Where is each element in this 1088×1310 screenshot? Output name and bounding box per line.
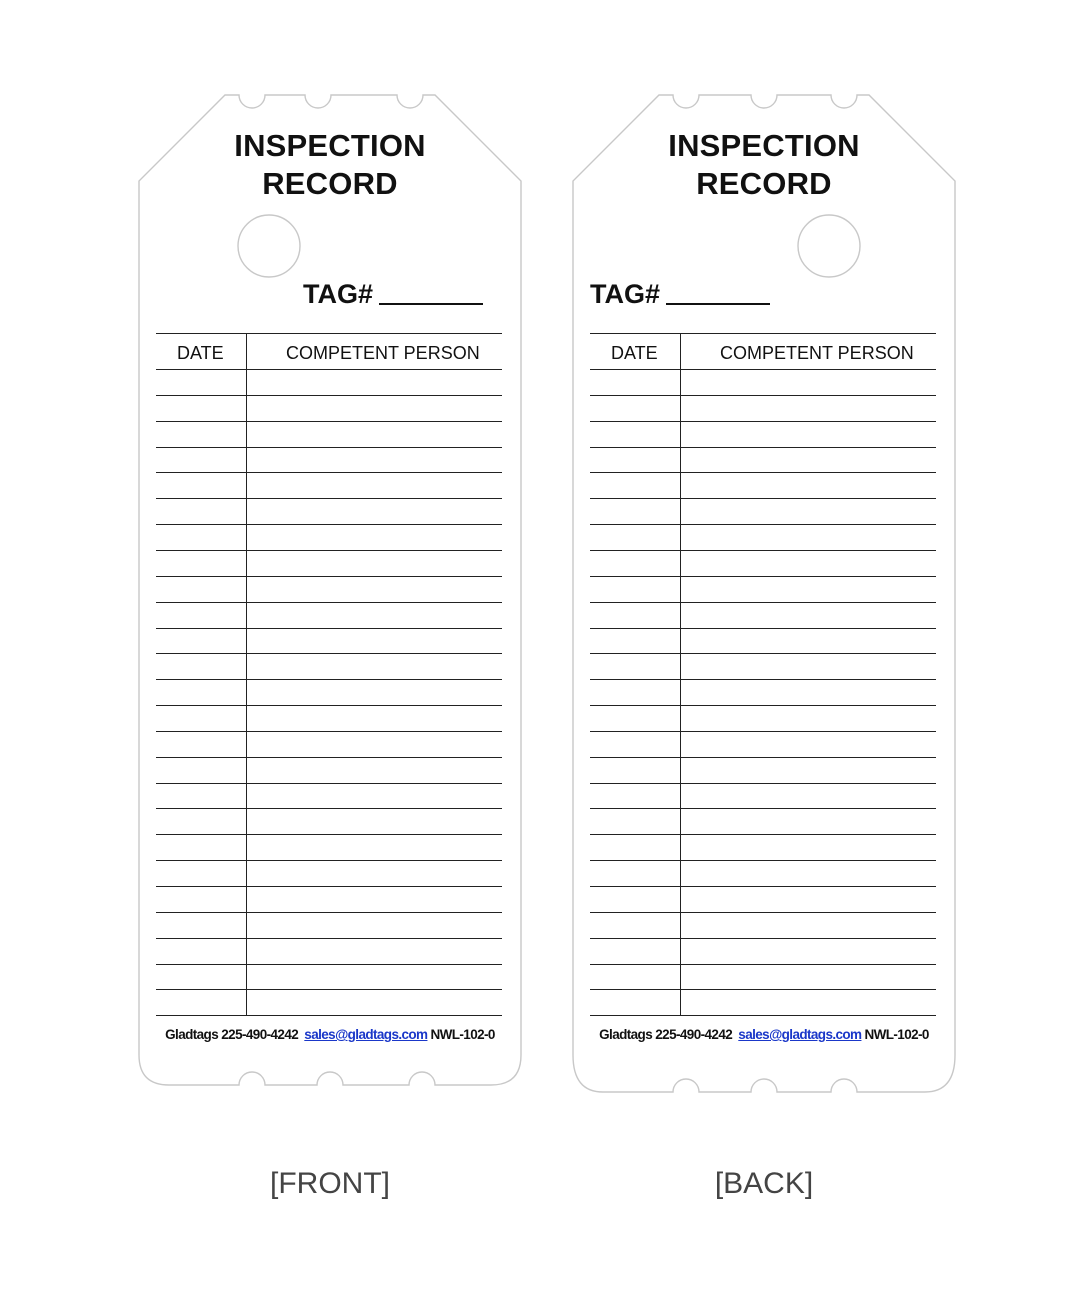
row-rule bbox=[590, 472, 936, 473]
row-rule bbox=[156, 447, 502, 448]
record-grid bbox=[590, 333, 936, 1017]
column-header-date: DATE bbox=[611, 343, 658, 363]
title-line-1: INSPECTION bbox=[668, 128, 860, 163]
row-rule bbox=[156, 1015, 502, 1016]
row-rule bbox=[156, 602, 502, 603]
title-line-1: INSPECTION bbox=[234, 128, 426, 163]
hang-hole bbox=[238, 215, 300, 277]
tag-number-label: TAG# bbox=[303, 279, 374, 309]
row-rule bbox=[590, 886, 936, 887]
column-divider bbox=[246, 333, 247, 1015]
row-rule bbox=[156, 783, 502, 784]
footer-code: NWL-102-0 bbox=[430, 1027, 495, 1042]
row-rule bbox=[590, 964, 936, 965]
footer-email-link[interactable]: sales@gladtags.com bbox=[738, 1027, 862, 1042]
row-rule bbox=[156, 964, 502, 965]
tag-number-blank bbox=[666, 283, 770, 305]
row-rule bbox=[156, 989, 502, 990]
row-rule bbox=[156, 550, 502, 551]
footer-code: NWL-102-0 bbox=[864, 1027, 929, 1042]
footer-company: Gladtags bbox=[599, 1027, 653, 1042]
tag-title bbox=[619, 127, 909, 203]
row-rule bbox=[590, 912, 936, 913]
row-rule bbox=[156, 524, 502, 525]
row-rule bbox=[590, 808, 936, 809]
row-rule bbox=[156, 808, 502, 809]
row-rule bbox=[590, 447, 936, 448]
row-rule bbox=[590, 653, 936, 654]
record-grid bbox=[156, 333, 502, 1017]
row-rule bbox=[590, 938, 936, 939]
row-rule bbox=[590, 498, 936, 499]
row-rule bbox=[156, 679, 502, 680]
row-rule bbox=[156, 395, 502, 396]
row-rule bbox=[590, 860, 936, 861]
tag-number-field bbox=[590, 279, 770, 310]
column-divider bbox=[680, 333, 681, 1015]
tag-number-label: TAG# bbox=[590, 279, 661, 309]
row-rule bbox=[156, 576, 502, 577]
column-header-date: DATE bbox=[177, 343, 224, 363]
row-rule bbox=[590, 421, 936, 422]
column-header-competent-person: COMPETENT PERSON bbox=[720, 343, 914, 363]
row-rule bbox=[156, 912, 502, 913]
header-rule bbox=[590, 369, 936, 370]
footer-email-link[interactable]: sales@gladtags.com bbox=[304, 1027, 428, 1042]
tag-number-blank bbox=[379, 283, 483, 305]
hang-hole bbox=[798, 215, 860, 277]
title-line-2: RECORD bbox=[262, 166, 398, 201]
row-rule bbox=[156, 705, 502, 706]
row-rule bbox=[156, 421, 502, 422]
row-rule bbox=[590, 602, 936, 603]
row-rule bbox=[156, 628, 502, 629]
column-header-competent-person: COMPETENT PERSON bbox=[286, 343, 480, 363]
tag-back bbox=[571, 95, 957, 1092]
tag-footer bbox=[571, 1027, 957, 1042]
footer-phone: 225-490-4242 bbox=[655, 1027, 733, 1042]
row-rule bbox=[156, 860, 502, 861]
tag-title bbox=[185, 127, 475, 203]
front-caption: [FRONT] bbox=[270, 1167, 390, 1200]
tag-number-field bbox=[303, 279, 483, 310]
tag-front bbox=[137, 95, 523, 1092]
row-rule bbox=[590, 524, 936, 525]
row-rule bbox=[156, 472, 502, 473]
row-rule bbox=[590, 731, 936, 732]
row-rule bbox=[156, 938, 502, 939]
row-rule bbox=[156, 834, 502, 835]
row-rule bbox=[156, 498, 502, 499]
row-rule bbox=[590, 989, 936, 990]
row-rule bbox=[590, 705, 936, 706]
footer-company: Gladtags bbox=[165, 1027, 219, 1042]
row-rule bbox=[590, 757, 936, 758]
row-rule bbox=[156, 886, 502, 887]
footer-phone: 225-490-4242 bbox=[221, 1027, 299, 1042]
grid-top-rule bbox=[156, 333, 502, 334]
header-rule bbox=[156, 369, 502, 370]
row-rule bbox=[590, 576, 936, 577]
row-rule bbox=[590, 395, 936, 396]
row-rule bbox=[590, 783, 936, 784]
row-rule bbox=[156, 757, 502, 758]
row-rule bbox=[156, 653, 502, 654]
row-rule bbox=[590, 1015, 936, 1016]
grid-top-rule bbox=[590, 333, 936, 334]
row-rule bbox=[590, 550, 936, 551]
tag-footer bbox=[137, 1027, 523, 1042]
row-rule bbox=[156, 731, 502, 732]
row-rule bbox=[590, 834, 936, 835]
title-line-2: RECORD bbox=[696, 166, 832, 201]
row-rule bbox=[590, 628, 936, 629]
back-caption: [BACK] bbox=[714, 1167, 814, 1200]
row-rule bbox=[590, 679, 936, 680]
